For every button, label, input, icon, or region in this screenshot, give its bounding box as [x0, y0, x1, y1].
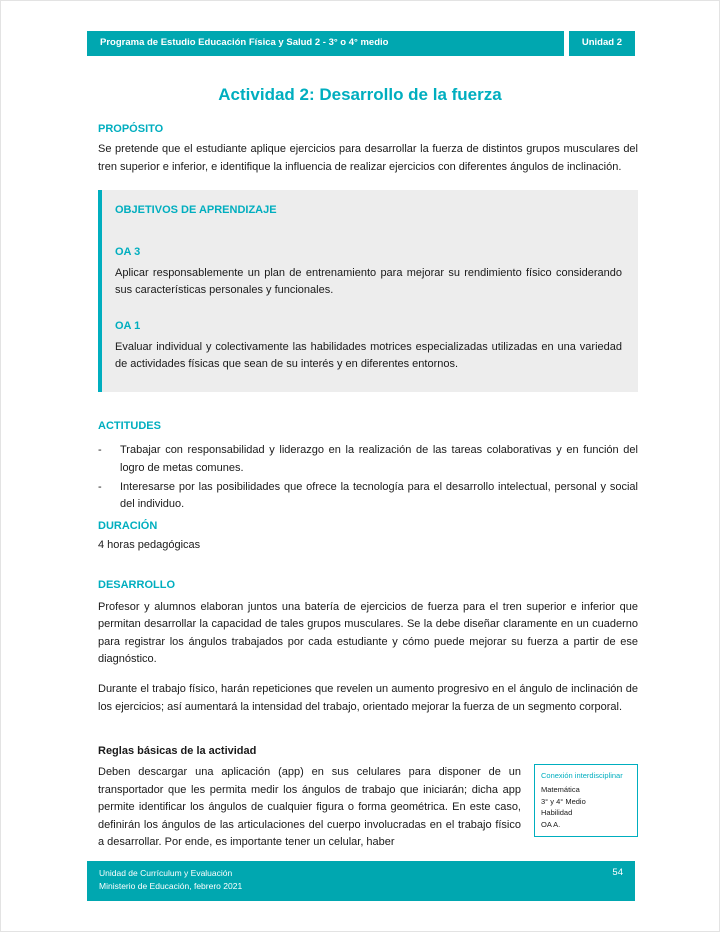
objetivos-heading: OBJETIVOS DE APRENDIZAJE	[115, 204, 277, 217]
conexion-line: 3° y 4° Medio	[541, 796, 586, 806]
list-item-text: Interesarse por las posibilidades que ofrece la tecnología para el desarrollo intelectual, personal y social del individuo.	[120, 480, 638, 511]
page-header	[87, 31, 635, 56]
dash-bullet: -	[98, 444, 102, 457]
reglas-body: Deben descargar una aplicación (app) en sus celulares para disponer de un transportador que les permita medir los ángulos de trabajo que iniciarán; dicha app permite identificar los ángulos de cualquier figura o forma geométrica. En este caso, definirán los ángulos de las articulaciones del cuerpo involucradas en el trabajo físico a desarrollar. Por ende, es importante tener un celular, haber	[98, 766, 521, 848]
desarrollo-heading: DESARROLLO	[98, 579, 175, 592]
oa-code: OA 1	[115, 319, 141, 332]
conexion-line: OA A.	[541, 819, 561, 829]
desarrollo-paragraph: Profesor y alumnos elaboran juntos una batería de ejercicios de fuerza para el tren superior e inferior que permitan desarrollar la capacidad de tales grupos musculares. Se la debe diseñar claramente en un cuaderno para registrar los ángulos trabajados por cada estudiante y cómo puede mejorar su fuerza a partir de ese diagnóstico.	[98, 600, 638, 665]
conexion-line: Matemática	[541, 785, 580, 794]
proposito-heading: PROPÓSITO	[98, 123, 164, 135]
header-unit-text: Unidad 2	[581, 37, 622, 48]
footer-credits	[99, 867, 242, 893]
footer-line2: Ministerio de Educación, febrero 2021	[99, 880, 243, 891]
page-title: Actividad 2: Desarrollo de la fuerza	[218, 85, 502, 104]
conexion-heading: Conexión interdisciplinar	[541, 771, 623, 781]
dash-bullet: -	[98, 480, 102, 493]
actitudes-heading: ACTITUDES	[98, 419, 161, 432]
reglas-row	[98, 764, 638, 851]
footer-line1: Unidad de Currículum y Evaluación	[99, 867, 233, 878]
page-content	[98, 121, 638, 851]
header-program-bar	[87, 31, 564, 56]
desarrollo-paragraph: Durante el trabajo físico, harán repeticiones que revelen un aumento progresivo en el ángulo de inclinación de los ejercicios; así aumentará la intensidad del trabajo, orientado mejorar la fuerza de un segmento corporal.	[98, 683, 638, 713]
objetivos-box	[98, 190, 638, 392]
oa-text: Aplicar responsablemente un plan de entrenamiento para mejorar su rendimiento físico considerando sus características personales y funcionales.	[115, 266, 622, 297]
list-item-text: Trabajar con responsabilidad y liderazgo en la realización de las tareas colaborativas y en función del logro de metas comunes.	[120, 444, 638, 474]
conexion-interdisciplinar-box	[534, 764, 638, 836]
list-item	[98, 479, 638, 514]
proposito-body: Se pretende que el estudiante aplique ejercicios para desarrollar la fuerza de distintos grupos musculares del tren superior e inferior, e identifique la influencia de realizar ejercicios con diferentes ángulos de inclinación.	[98, 143, 638, 173]
header-program-text: Programa de Estudio Educación Física y Salud 2 - 3° o 4° medio	[100, 37, 389, 48]
oa-code: OA 3	[115, 245, 141, 258]
header-unit-bar	[569, 31, 635, 56]
duracion-body: 4 horas pedagógicas	[98, 539, 201, 551]
conexion-line: Habilidad	[541, 808, 573, 818]
oa-text: Evaluar individual y colectivamente las habilidades motrices especializadas utilizadas en una variedad de actividades físicas que sean de su interés y en diferentes entornos.	[115, 341, 622, 371]
page-number: 54	[612, 866, 623, 878]
duracion-heading: DURACIÓN	[98, 519, 158, 532]
reglas-heading: Reglas básicas de la actividad	[98, 745, 257, 757]
list-item	[98, 442, 638, 477]
page-footer	[87, 861, 635, 901]
